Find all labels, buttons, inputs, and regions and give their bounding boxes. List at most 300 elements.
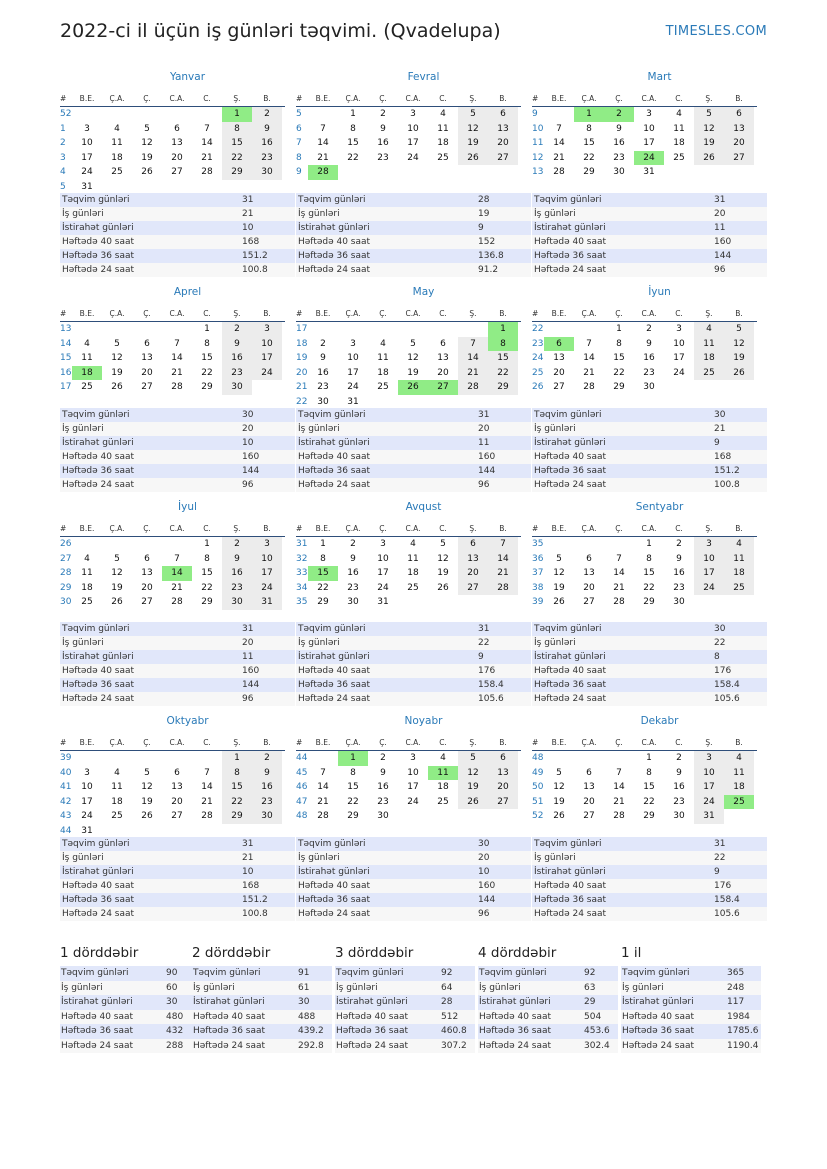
day-cell[interactable]: 26: [553, 811, 565, 821]
day-cell[interactable]: 30: [673, 597, 685, 607]
day-cell[interactable]: 22: [222, 151, 252, 166]
day-cell[interactable]: 12: [458, 122, 488, 137]
day-cell[interactable]: 4: [724, 537, 754, 552]
day-cell[interactable]: 1: [204, 539, 210, 549]
day-cell[interactable]: 15: [201, 353, 213, 363]
day-cell[interactable]: 3: [410, 109, 416, 119]
day-cell[interactable]: 7: [488, 537, 518, 552]
day-cell[interactable]: 24: [81, 811, 93, 821]
day-cell[interactable]: 6: [144, 338, 150, 349]
day-cell[interactable]: 5: [556, 767, 562, 778]
day-cell[interactable]: 11: [428, 766, 458, 781]
day-cell[interactable]: 19: [437, 568, 449, 578]
day-cell[interactable]: 12: [141, 138, 153, 148]
day-cell[interactable]: 25: [111, 167, 123, 177]
day-cell[interactable]: 25: [407, 582, 419, 593]
day-cell[interactable]: 7: [174, 338, 180, 349]
day-cell[interactable]: 30: [252, 165, 282, 180]
day-cell[interactable]: 6: [174, 767, 180, 778]
day-cell[interactable]: 12: [553, 782, 565, 792]
day-cell[interactable]: 10: [694, 552, 724, 567]
day-cell[interactable]: 26: [437, 582, 449, 593]
day-cell[interactable]: 29: [643, 597, 655, 607]
day-cell[interactable]: 7: [174, 553, 180, 564]
day-cell[interactable]: 1: [320, 539, 326, 549]
day-cell[interactable]: 8: [646, 553, 652, 564]
day-cell[interactable]: 18: [694, 351, 724, 366]
day-cell[interactable]: 6: [586, 767, 592, 778]
day-cell[interactable]: 20: [141, 367, 153, 378]
day-cell[interactable]: 13: [488, 766, 518, 781]
day-cell[interactable]: 16: [613, 138, 625, 148]
day-cell[interactable]: 23: [673, 796, 685, 807]
day-cell[interactable]: 25: [694, 366, 724, 381]
day-cell[interactable]: 2: [604, 107, 634, 122]
day-cell[interactable]: 13: [171, 782, 183, 792]
day-cell[interactable]: 15: [347, 138, 359, 148]
day-cell[interactable]: 3: [252, 537, 282, 552]
day-cell[interactable]: 14: [613, 568, 625, 578]
day-cell[interactable]: 8: [222, 122, 252, 137]
day-cell[interactable]: 14: [488, 552, 518, 567]
day-cell[interactable]: 24: [694, 581, 724, 596]
day-cell[interactable]: 3: [84, 767, 90, 778]
day-cell[interactable]: 9: [320, 353, 326, 363]
day-cell[interactable]: 3: [694, 751, 724, 766]
day-cell[interactable]: 18: [724, 566, 754, 581]
day-cell[interactable]: 15: [643, 568, 655, 578]
day-cell[interactable]: 24: [81, 167, 93, 177]
day-cell[interactable]: 30: [252, 809, 282, 824]
day-cell[interactable]: 26: [694, 151, 724, 166]
day-cell[interactable]: 25: [81, 382, 93, 392]
day-cell[interactable]: 23: [377, 152, 389, 163]
day-cell[interactable]: 19: [694, 136, 724, 151]
day-cell[interactable]: 10: [694, 766, 724, 781]
day-cell[interactable]: 8: [222, 766, 252, 781]
day-cell[interactable]: 17: [377, 568, 389, 578]
day-cell[interactable]: 17: [407, 782, 419, 792]
day-cell[interactable]: 9: [222, 552, 252, 567]
day-cell[interactable]: 18: [673, 138, 685, 148]
day-cell[interactable]: 12: [437, 553, 449, 564]
day-cell[interactable]: 4: [84, 553, 90, 564]
day-cell[interactable]: 3: [410, 753, 416, 763]
day-cell[interactable]: 14: [201, 782, 213, 792]
day-cell[interactable]: 18: [81, 582, 93, 593]
day-cell[interactable]: 15: [488, 351, 518, 366]
day-cell[interactable]: 10: [643, 123, 655, 134]
day-cell[interactable]: 6: [488, 751, 518, 766]
day-cell[interactable]: 20: [583, 796, 595, 807]
day-cell[interactable]: 31: [347, 396, 359, 407]
day-cell[interactable]: 21: [201, 796, 213, 807]
day-cell[interactable]: 26: [458, 795, 488, 810]
day-cell[interactable]: 24: [252, 581, 282, 596]
day-cell[interactable]: 9: [252, 766, 282, 781]
day-cell[interactable]: 2: [676, 753, 682, 763]
day-cell[interactable]: 21: [201, 152, 213, 163]
day-cell[interactable]: 23: [252, 151, 282, 166]
day-cell[interactable]: 1: [616, 324, 622, 334]
day-cell[interactable]: 3: [694, 537, 724, 552]
day-cell[interactable]: 9: [646, 338, 652, 349]
day-cell[interactable]: 28: [171, 382, 183, 392]
day-cell[interactable]: 10: [81, 782, 93, 792]
day-cell[interactable]: 29: [347, 811, 359, 821]
day-cell[interactable]: 14: [458, 351, 488, 366]
day-cell[interactable]: 17: [673, 353, 685, 363]
day-cell[interactable]: 20: [724, 136, 754, 151]
day-cell[interactable]: 16: [643, 353, 655, 363]
day-cell[interactable]: 25: [437, 796, 449, 807]
day-cell[interactable]: 13: [458, 552, 488, 567]
day-cell[interactable]: 9: [380, 767, 386, 778]
day-cell[interactable]: 5: [410, 338, 416, 349]
day-cell[interactable]: 14: [613, 782, 625, 792]
day-cell[interactable]: 2: [222, 322, 252, 337]
day-cell[interactable]: 17: [347, 367, 359, 378]
day-cell[interactable]: 6: [458, 537, 488, 552]
day-cell[interactable]: 20: [171, 152, 183, 163]
day-cell[interactable]: 14: [317, 782, 329, 792]
day-cell[interactable]: 28: [488, 581, 518, 596]
day-cell[interactable]: 5: [724, 322, 754, 337]
day-cell[interactable]: 30: [222, 380, 252, 395]
day-cell[interactable]: 29: [488, 380, 518, 395]
day-cell[interactable]: 27: [171, 811, 183, 821]
day-cell[interactable]: 1: [350, 109, 356, 119]
day-cell[interactable]: 13: [437, 353, 449, 363]
day-cell[interactable]: 21: [613, 796, 625, 807]
day-cell[interactable]: 13: [583, 568, 595, 578]
day-cell[interactable]: 26: [458, 151, 488, 166]
day-cell[interactable]: 26: [141, 811, 153, 821]
day-cell[interactable]: 16: [252, 136, 282, 151]
day-cell[interactable]: 30: [347, 597, 359, 607]
day-cell[interactable]: 17: [407, 138, 419, 148]
day-cell[interactable]: 9: [676, 553, 682, 564]
day-cell[interactable]: 2: [380, 109, 386, 119]
day-cell[interactable]: 19: [724, 351, 754, 366]
day-cell[interactable]: 29: [201, 382, 213, 392]
day-cell[interactable]: 21: [458, 366, 488, 381]
day-cell[interactable]: 4: [676, 109, 682, 119]
day-cell[interactable]: 30: [673, 811, 685, 821]
day-cell[interactable]: 9: [616, 123, 622, 134]
day-cell[interactable]: 2: [350, 539, 356, 549]
day-cell[interactable]: 28: [171, 597, 183, 607]
day-cell[interactable]: 21: [317, 152, 329, 163]
day-cell[interactable]: 23: [613, 152, 625, 163]
day-cell[interactable]: 18: [111, 152, 123, 163]
day-cell[interactable]: 15: [201, 568, 213, 578]
day-cell[interactable]: 2: [676, 539, 682, 549]
day-cell[interactable]: 26: [111, 597, 123, 607]
day-cell[interactable]: 16: [317, 367, 329, 378]
day-cell[interactable]: 4: [724, 751, 754, 766]
day-cell[interactable]: 11: [724, 766, 754, 781]
day-cell[interactable]: 13: [171, 138, 183, 148]
day-cell[interactable]: 19: [553, 582, 565, 593]
day-cell[interactable]: 5: [114, 553, 120, 564]
day-cell[interactable]: 4: [114, 123, 120, 134]
day-cell[interactable]: 22: [317, 582, 329, 593]
day-cell[interactable]: 8: [350, 767, 356, 778]
day-cell[interactable]: 8: [204, 553, 210, 564]
day-cell[interactable]: 28: [553, 167, 565, 177]
day-cell[interactable]: 6: [488, 107, 518, 122]
day-cell[interactable]: 13: [141, 353, 153, 363]
day-cell[interactable]: 10: [407, 123, 419, 134]
day-cell[interactable]: 16: [222, 566, 252, 581]
day-cell[interactable]: 23: [673, 582, 685, 593]
day-cell[interactable]: 13: [724, 122, 754, 137]
day-cell[interactable]: 7: [616, 553, 622, 564]
day-cell[interactable]: 23: [252, 795, 282, 810]
day-cell[interactable]: 10: [347, 353, 359, 363]
day-cell[interactable]: 29: [613, 382, 625, 392]
day-cell[interactable]: 1: [338, 751, 368, 766]
day-cell[interactable]: 1: [204, 324, 210, 334]
day-cell[interactable]: 23: [222, 366, 252, 381]
day-cell[interactable]: 27: [171, 167, 183, 177]
day-cell[interactable]: 31: [694, 809, 724, 824]
day-cell[interactable]: 7: [458, 337, 488, 352]
day-cell[interactable]: 7: [320, 123, 326, 134]
day-cell[interactable]: 11: [111, 138, 123, 148]
day-cell[interactable]: 22: [347, 796, 359, 807]
day-cell[interactable]: 24: [407, 796, 419, 807]
day-cell[interactable]: 12: [407, 353, 419, 363]
day-cell[interactable]: 12: [111, 568, 123, 578]
day-cell[interactable]: 18: [377, 367, 389, 378]
day-cell[interactable]: 6: [144, 553, 150, 564]
day-cell[interactable]: 5: [556, 553, 562, 564]
day-cell[interactable]: 11: [81, 568, 93, 578]
day-cell[interactable]: 27: [458, 581, 488, 596]
day-cell[interactable]: 22: [643, 796, 655, 807]
day-cell[interactable]: 22: [201, 367, 213, 378]
day-cell[interactable]: 25: [724, 581, 754, 596]
day-cell[interactable]: 4: [694, 322, 724, 337]
day-cell[interactable]: 14: [583, 353, 595, 363]
day-cell[interactable]: 20: [458, 566, 488, 581]
day-cell[interactable]: 27: [583, 597, 595, 607]
day-cell[interactable]: 28: [201, 811, 213, 821]
day-cell[interactable]: 17: [643, 138, 655, 148]
day-cell[interactable]: 4: [114, 767, 120, 778]
day-cell[interactable]: 30: [643, 382, 655, 392]
day-cell[interactable]: 30: [317, 396, 329, 407]
day-cell[interactable]: 1: [574, 107, 604, 122]
day-cell[interactable]: 16: [673, 782, 685, 792]
day-cell[interactable]: 7: [204, 767, 210, 778]
day-cell[interactable]: 16: [347, 568, 359, 578]
day-cell[interactable]: 29: [222, 165, 252, 180]
day-cell[interactable]: 21: [553, 152, 565, 163]
day-cell[interactable]: 9: [380, 123, 386, 134]
day-cell[interactable]: 7: [204, 123, 210, 134]
day-cell[interactable]: 15: [613, 353, 625, 363]
day-cell[interactable]: 20: [488, 780, 518, 795]
day-cell[interactable]: 9: [676, 767, 682, 778]
day-cell[interactable]: 22: [347, 152, 359, 163]
day-cell[interactable]: 28: [613, 811, 625, 821]
day-cell[interactable]: 5: [440, 539, 446, 549]
day-cell[interactable]: 20: [437, 367, 449, 378]
day-cell[interactable]: 17: [81, 796, 93, 807]
day-cell[interactable]: 4: [440, 753, 446, 763]
day-cell[interactable]: 28: [613, 597, 625, 607]
day-cell[interactable]: 4: [410, 539, 416, 549]
day-cell[interactable]: 10: [81, 138, 93, 148]
day-cell[interactable]: 6: [174, 123, 180, 134]
day-cell[interactable]: 2: [320, 338, 326, 349]
day-cell[interactable]: 17: [252, 351, 282, 366]
day-cell[interactable]: 18: [72, 366, 102, 381]
day-cell[interactable]: 1: [222, 751, 252, 766]
day-cell[interactable]: 2: [646, 324, 652, 334]
day-cell[interactable]: 27: [583, 811, 595, 821]
day-cell[interactable]: 3: [84, 123, 90, 134]
day-cell[interactable]: 28: [583, 382, 595, 392]
day-cell[interactable]: 20: [171, 796, 183, 807]
day-cell[interactable]: 9: [222, 337, 252, 352]
day-cell[interactable]: 21: [488, 566, 518, 581]
day-cell[interactable]: 21: [613, 582, 625, 593]
day-cell[interactable]: 19: [111, 582, 123, 593]
day-cell[interactable]: 27: [141, 597, 153, 607]
day-cell[interactable]: 11: [694, 337, 724, 352]
day-cell[interactable]: 19: [407, 367, 419, 378]
day-cell[interactable]: 17: [252, 566, 282, 581]
day-cell[interactable]: 31: [252, 595, 282, 610]
day-cell[interactable]: 7: [320, 767, 326, 778]
day-cell[interactable]: 24: [252, 366, 282, 381]
day-cell[interactable]: 25: [111, 811, 123, 821]
day-cell[interactable]: 11: [81, 353, 93, 363]
day-cell[interactable]: 23: [222, 581, 252, 596]
day-cell[interactable]: 12: [458, 766, 488, 781]
day-cell[interactable]: 15: [347, 782, 359, 792]
day-cell[interactable]: 5: [144, 767, 150, 778]
day-cell[interactable]: 7: [556, 123, 562, 134]
day-cell[interactable]: 15: [222, 780, 252, 795]
day-cell[interactable]: 27: [141, 382, 153, 392]
day-cell[interactable]: 27: [553, 382, 565, 392]
day-cell[interactable]: 31: [81, 181, 93, 192]
day-cell[interactable]: 3: [252, 322, 282, 337]
day-cell[interactable]: 4: [84, 338, 90, 349]
day-cell[interactable]: 13: [583, 782, 595, 792]
day-cell[interactable]: 4: [440, 109, 446, 119]
day-cell[interactable]: 5: [144, 123, 150, 134]
day-cell[interactable]: 31: [377, 597, 389, 607]
day-cell[interactable]: 26: [553, 597, 565, 607]
day-cell[interactable]: 9: [350, 553, 356, 564]
day-cell[interactable]: 11: [377, 353, 389, 363]
day-cell[interactable]: 6: [724, 107, 754, 122]
day-cell[interactable]: 19: [141, 152, 153, 163]
day-cell[interactable]: 29: [583, 167, 595, 177]
day-cell[interactable]: 3: [380, 539, 386, 549]
day-cell[interactable]: 23: [317, 382, 329, 392]
day-cell[interactable]: 5: [458, 107, 488, 122]
day-cell[interactable]: 1: [646, 539, 652, 549]
day-cell[interactable]: 24: [407, 152, 419, 163]
day-cell[interactable]: 21: [171, 367, 183, 378]
day-cell[interactable]: 18: [407, 568, 419, 578]
day-cell[interactable]: 16: [222, 351, 252, 366]
day-cell[interactable]: 17: [694, 780, 724, 795]
day-cell[interactable]: 15: [308, 566, 338, 581]
day-cell[interactable]: 7: [586, 338, 592, 349]
day-cell[interactable]: 29: [201, 597, 213, 607]
day-cell[interactable]: 20: [583, 582, 595, 593]
day-cell[interactable]: 11: [724, 552, 754, 567]
day-cell[interactable]: 2: [252, 107, 282, 122]
day-cell[interactable]: 27: [428, 380, 458, 395]
day-cell[interactable]: 27: [488, 151, 518, 166]
day-cell[interactable]: 16: [377, 138, 389, 148]
brand-logo[interactable]: TIMESLES.COM: [665, 24, 767, 39]
day-cell[interactable]: 12: [694, 122, 724, 137]
day-cell[interactable]: 22: [583, 152, 595, 163]
day-cell[interactable]: 24: [347, 382, 359, 392]
day-cell[interactable]: 10: [673, 338, 685, 349]
day-cell[interactable]: 14: [201, 138, 213, 148]
day-cell[interactable]: 8: [488, 337, 518, 352]
day-cell[interactable]: 22: [613, 367, 625, 378]
day-cell[interactable]: 16: [377, 782, 389, 792]
day-cell[interactable]: 14: [317, 138, 329, 148]
day-cell[interactable]: 22: [222, 795, 252, 810]
day-cell[interactable]: 14: [162, 566, 192, 581]
day-cell[interactable]: 20: [553, 367, 565, 378]
day-cell[interactable]: 7: [616, 767, 622, 778]
day-cell[interactable]: 3: [646, 109, 652, 119]
day-cell[interactable]: 10: [252, 337, 282, 352]
day-cell[interactable]: 9: [252, 122, 282, 137]
day-cell[interactable]: 1: [222, 107, 252, 122]
day-cell[interactable]: 19: [111, 367, 123, 378]
day-cell[interactable]: 24: [673, 367, 685, 378]
day-cell[interactable]: 26: [111, 382, 123, 392]
day-cell[interactable]: 20: [488, 136, 518, 151]
day-cell[interactable]: 6: [544, 337, 574, 352]
day-cell[interactable]: 10: [377, 553, 389, 564]
day-cell[interactable]: 31: [81, 825, 93, 836]
day-cell[interactable]: 2: [380, 753, 386, 763]
day-cell[interactable]: 27: [724, 151, 754, 166]
day-cell[interactable]: 21: [317, 796, 329, 807]
day-cell[interactable]: 18: [111, 796, 123, 807]
day-cell[interactable]: 19: [553, 796, 565, 807]
day-cell[interactable]: 22: [488, 366, 518, 381]
day-cell[interactable]: 12: [724, 337, 754, 352]
day-cell[interactable]: 8: [350, 123, 356, 134]
day-cell[interactable]: 15: [222, 136, 252, 151]
day-cell[interactable]: 13: [141, 568, 153, 578]
day-cell[interactable]: 18: [437, 782, 449, 792]
day-cell[interactable]: 22: [201, 582, 213, 593]
day-cell[interactable]: 1: [488, 322, 518, 337]
day-cell[interactable]: 11: [437, 123, 449, 134]
day-cell[interactable]: 16: [673, 568, 685, 578]
day-cell[interactable]: 22: [643, 582, 655, 593]
day-cell[interactable]: 8: [646, 767, 652, 778]
